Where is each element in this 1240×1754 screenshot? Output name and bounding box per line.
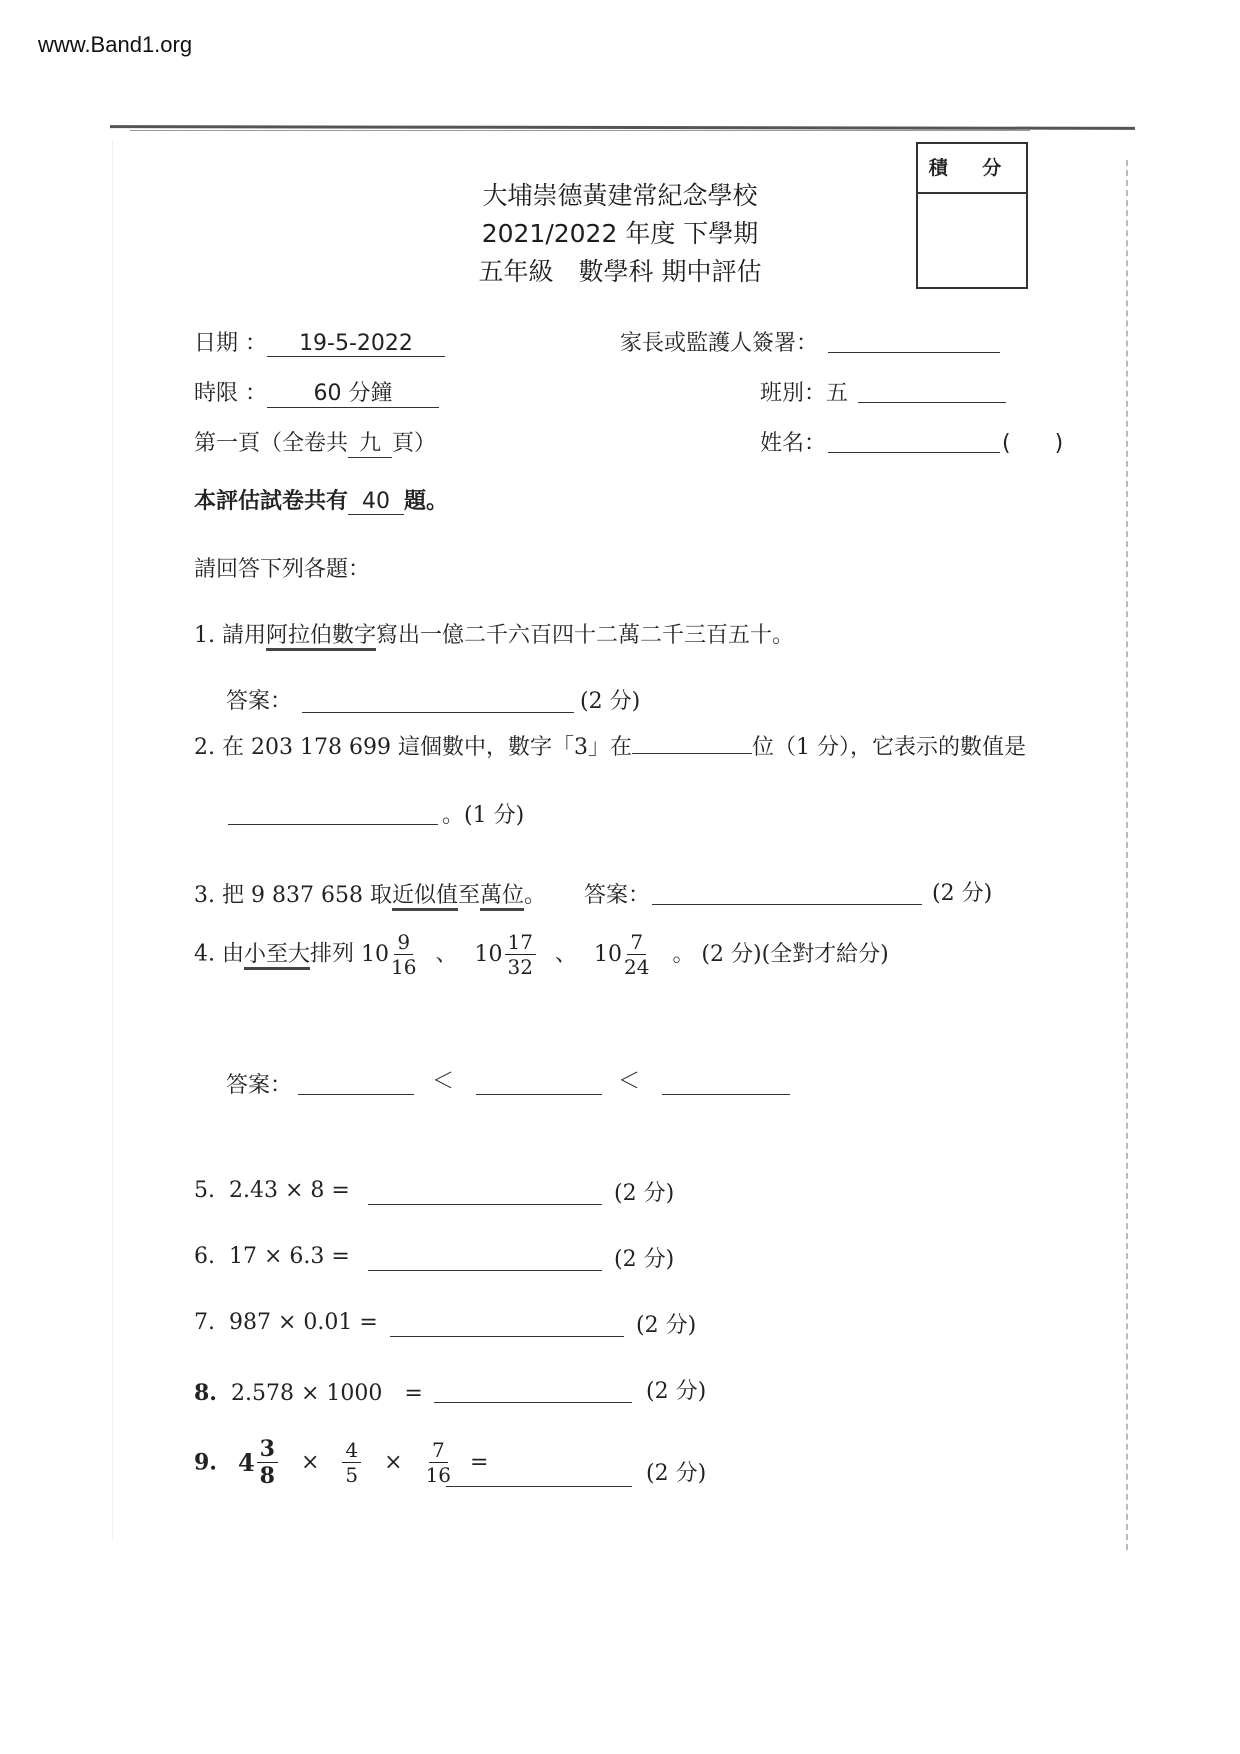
q9-equals: = [470, 1450, 489, 1475]
score-box-label: 積 分 [918, 144, 1026, 194]
date-value: 19-5-2022 [267, 331, 445, 357]
q1-answer-field[interactable] [302, 712, 574, 713]
q4-f3-whole: 10 [593, 941, 622, 967]
count-suffix: 題。 [404, 489, 449, 514]
parent-sig-label: 家長或監護人簽署： [620, 331, 819, 356]
q4-answer-field-1[interactable] [298, 1094, 414, 1095]
q3-mid: 至 [457, 883, 480, 908]
time-value: 60 分鐘 [267, 376, 439, 408]
q4-answer-field-3[interactable] [662, 1094, 790, 1095]
q4-f2-numerator: 17 [505, 932, 536, 955]
top-rule-thin [130, 130, 1030, 131]
count-prefix: 本評估試卷共有 [194, 489, 349, 514]
q3-answer-label: 答案： [584, 883, 651, 908]
q4-end: 。 (2 分)(全對才給分) [672, 941, 889, 967]
q4-f1-denominator: 16 [391, 955, 417, 979]
q4-post: 排列 [310, 941, 355, 967]
page-total: 九 [348, 426, 392, 458]
time-label: 時限 ： [194, 381, 267, 406]
q2-value-field[interactable] [228, 824, 438, 825]
instruction: 請回答下列各題： [194, 557, 371, 582]
q9-numerator-3: 7 [429, 1440, 448, 1463]
q9-denominator-3: 16 [425, 1463, 452, 1487]
q3-pre: 把 9 837 658 取 [222, 883, 392, 908]
q4-less-than-2: ＜ [618, 1069, 641, 1094]
q5-expression: 2.43 × 8 = [229, 1178, 350, 1203]
q8-answer-field[interactable] [434, 1402, 632, 1403]
q4-fraction-2 [474, 930, 538, 979]
q9-denominator-1: 8 [259, 1463, 275, 1489]
q4-fraction-3 [593, 930, 651, 979]
q9-answer-field[interactable] [446, 1486, 632, 1487]
q9-numerator-2: 4 [342, 1440, 361, 1463]
q4-answer-field-2[interactable] [476, 1094, 602, 1095]
q1-marks: (2 分) [580, 689, 641, 714]
q4-f3-denominator: 24 [623, 955, 650, 979]
q7-expression: 987 × 0.01 = [229, 1310, 378, 1335]
parent-sig-field[interactable] [828, 352, 1000, 353]
q9-marks: (2 分) [646, 1461, 707, 1486]
q9-number: 9. [194, 1449, 217, 1476]
scan-edge-left [112, 140, 113, 1540]
q3-number: 3. [194, 883, 215, 908]
question-4 [194, 932, 889, 977]
q5-number: 5. [194, 1178, 215, 1203]
q9-whole: 4 [237, 1448, 255, 1477]
class-field[interactable] [858, 402, 1006, 403]
q2-number: 2. [194, 735, 215, 760]
q4-f1-whole: 10 [361, 941, 390, 967]
subject-title: 五年級 數學科 期中評估 [478, 257, 762, 286]
q2-text1: 在 203 178 699 這個數中，數字「3」在 [222, 735, 632, 760]
page-row [194, 426, 436, 458]
name-field[interactable] [828, 452, 1000, 453]
name-label: 姓名： [760, 431, 827, 456]
page-suffix: 頁） [392, 431, 437, 456]
q2-place-field[interactable] [632, 753, 752, 754]
website-watermark: www.Band1.org [38, 32, 193, 57]
q1-number: 1. [194, 623, 215, 648]
q7-number: 7. [194, 1310, 215, 1335]
q2-text2: 位（1 分），它表示的數值是 [751, 735, 1026, 760]
q4-less-than-1: ＜ [432, 1069, 455, 1094]
page-prefix: 第一頁（全卷共 [194, 431, 349, 456]
q4-number: 4. [194, 941, 215, 967]
scan-edge [1126, 160, 1128, 1550]
q4-f1-numerator: 9 [394, 932, 413, 955]
question-6 [194, 1244, 350, 1269]
q4-sep-1: 、 [435, 941, 458, 967]
q6-marks: (2 分) [614, 1247, 675, 1272]
question-count-row [194, 484, 448, 515]
q8-number: 8. [194, 1380, 217, 1406]
q4-underlined: 小至大 [244, 942, 310, 970]
time-row [194, 376, 439, 408]
question-8 [194, 1376, 423, 1407]
q3-post: 。 [524, 883, 547, 908]
q3-marks: (2 分) [932, 881, 993, 906]
count-value: 40 [348, 489, 404, 515]
q4-f3-numerator: 7 [627, 932, 646, 955]
q4-answer-label: 答案： [226, 1073, 293, 1098]
q1-underlined: 阿拉伯數字 [266, 623, 376, 651]
q9-times-2: × [384, 1450, 403, 1475]
class-label: 班別：五 [760, 381, 849, 406]
q4-f2-denominator: 32 [507, 955, 533, 979]
school-name: 大埔崇德黃建常紀念學校 [482, 181, 758, 210]
q4-sep-2: 、 [554, 941, 577, 967]
q7-answer-field[interactable] [390, 1336, 624, 1337]
q7-marks: (2 分) [636, 1313, 697, 1338]
question-3 [194, 878, 546, 909]
q9-times-1: × [300, 1450, 320, 1475]
q3-answer-field[interactable] [652, 904, 922, 905]
q6-expression: 17 × 6.3 = [229, 1244, 350, 1269]
q1-post: 寫出一億二千六百四十二萬二千三百五十。 [376, 623, 795, 648]
question-9 [194, 1438, 488, 1487]
q1-pre: 請用 [222, 623, 267, 648]
q5-marks: (2 分) [614, 1181, 675, 1206]
q3-underlined-2: 萬位 [480, 883, 524, 911]
question-7 [194, 1310, 378, 1335]
q8-marks: (2 分) [646, 1379, 707, 1404]
date-row [194, 326, 445, 357]
year-term: 2021/2022 年度 下學期 [481, 219, 759, 248]
q4-pre: 由 [222, 941, 245, 967]
class-number-paren: ( ) [1002, 431, 1064, 456]
q9-numerator-1: 3 [257, 1438, 278, 1463]
q4-fraction-1 [361, 930, 418, 979]
q6-answer-field[interactable] [368, 1270, 602, 1271]
q6-number: 6. [194, 1244, 215, 1269]
question-5 [194, 1178, 350, 1203]
date-label: 日期 ： [194, 331, 267, 356]
q5-answer-field[interactable] [368, 1204, 602, 1205]
q8-expression: 2.578 × 1000 = [230, 1381, 423, 1406]
q3-underlined-1: 近似值 [392, 883, 458, 911]
q1-answer-label: 答案： [226, 689, 293, 714]
question-1 [194, 618, 794, 649]
question-2 [194, 730, 1026, 761]
q9-denominator-2: 5 [345, 1463, 359, 1487]
q4-f2-whole: 10 [474, 941, 503, 967]
q2-end: 。(1 分) [442, 803, 525, 828]
